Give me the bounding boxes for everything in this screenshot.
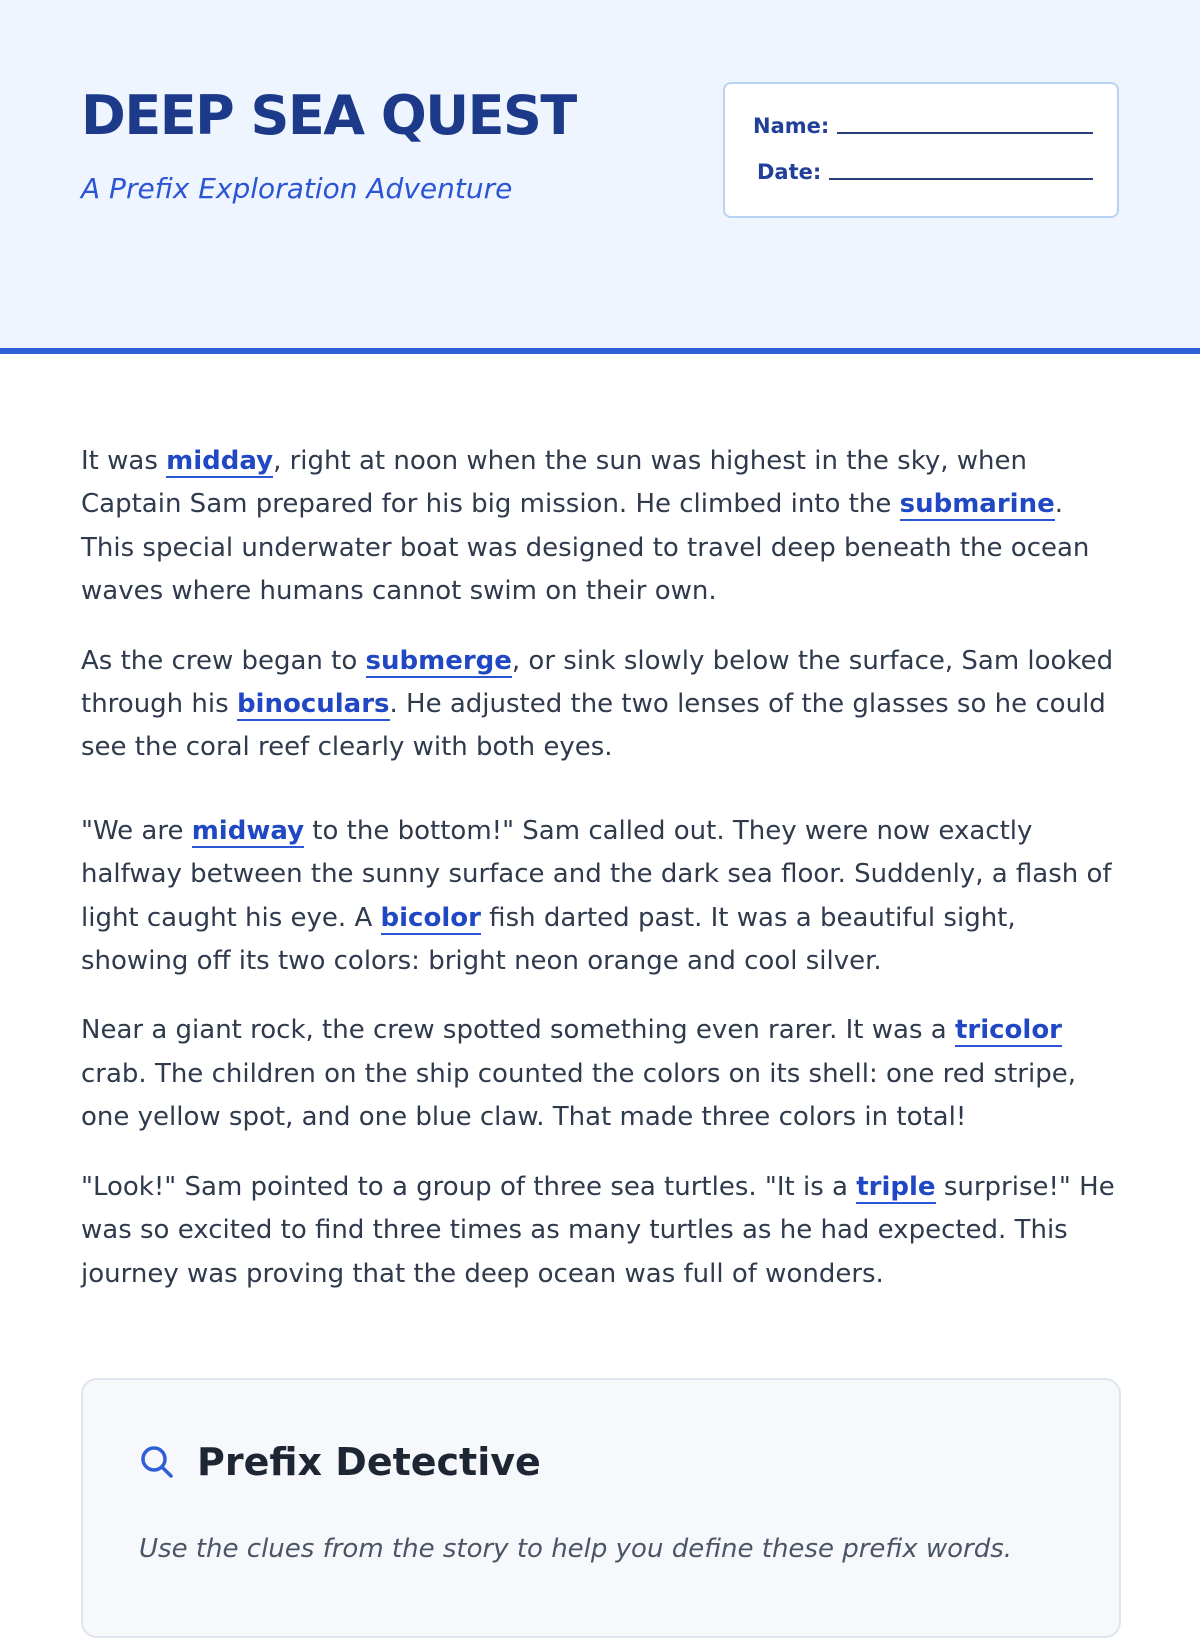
story-paragraph-2 <box>81 640 1121 770</box>
text: . This special underwater boat was designed to travel deep beneath the ocean waves where humans cannot swim on their own. <box>81 489 1090 607</box>
name-line <box>837 132 1093 134</box>
keyword-triple: triple <box>856 1171 936 1202</box>
story-paragraph-3 <box>81 810 1121 984</box>
text: "Look!" Sam pointed to a group of three sea turtles. "It is a <box>81 1171 857 1202</box>
text: It was <box>81 446 167 476</box>
text: Near a giant rock, the crew spotted something even rarer. It was a <box>81 1015 955 1046</box>
panel-instruction: Use the clues from the story to help you define these prefix words. <box>139 1534 1013 1564</box>
page-subtitle: A Prefix Exploration Adventure <box>81 172 513 205</box>
story-paragraph-5 <box>81 1166 1121 1296</box>
story-paragraph-4 <box>81 1009 1121 1139</box>
page-title: DEEP SEA QUEST <box>81 84 576 147</box>
search-icon <box>139 1444 175 1480</box>
keyword-midway: midway <box>191 815 305 846</box>
keyword-binoculars: binoculars <box>236 689 390 720</box>
keyword-bicolor: bicolor <box>380 902 481 933</box>
text: , or sink slowly below the surface, Sam looked through his <box>81 645 1114 720</box>
text: surprise!" He was so excited to find three times as many turtles as he had expected. This journey was proving that the deep ocean was full of wonders. <box>81 1171 1115 1289</box>
date-label: Date: <box>757 160 822 184</box>
date-line <box>829 178 1093 180</box>
prefix-detective-panel <box>81 1378 1121 1638</box>
text: . He adjusted the two lenses of the glasses so he could see the coral reef clearly with both eyes. <box>81 689 1106 763</box>
keyword-midday: midday <box>166 446 274 476</box>
name-label: Name: <box>753 114 830 138</box>
name-field[interactable] <box>753 114 1093 138</box>
text: to the bottom!" Sam called out. They were now exactly halfway between the sunny surface and the dark sea floor. Suddenly, a flash of light caught his eye. A <box>81 815 1112 933</box>
text: crab. The children on the ship counted the colors on its shell: one red stripe, one yellow spot, and one blue claw. That made three colors in total! <box>81 1058 1076 1133</box>
story-paragraph-1 <box>81 440 1121 614</box>
date-field[interactable] <box>757 160 1093 184</box>
worksheet-header <box>0 0 1200 354</box>
name-date-box <box>723 82 1119 218</box>
keyword-tricolor: tricolor <box>954 1015 1063 1046</box>
story-text <box>81 440 1121 1296</box>
panel-title: Prefix Detective <box>197 1440 541 1484</box>
text: fish darted past. It was a beautiful sight, showing off its two colors: bright neon orange and cool silver. <box>81 902 1016 977</box>
text: As the crew began to <box>81 645 366 676</box>
panel-header <box>139 1440 541 1484</box>
text: , right at noon when the sun was highest in the sky, when Captain Sam prepared for his big mission. He climbed into the <box>81 446 1027 520</box>
keyword-submerge: submerge <box>365 645 512 676</box>
text: "We are <box>81 815 192 846</box>
keyword-submarine: submarine <box>899 489 1055 520</box>
